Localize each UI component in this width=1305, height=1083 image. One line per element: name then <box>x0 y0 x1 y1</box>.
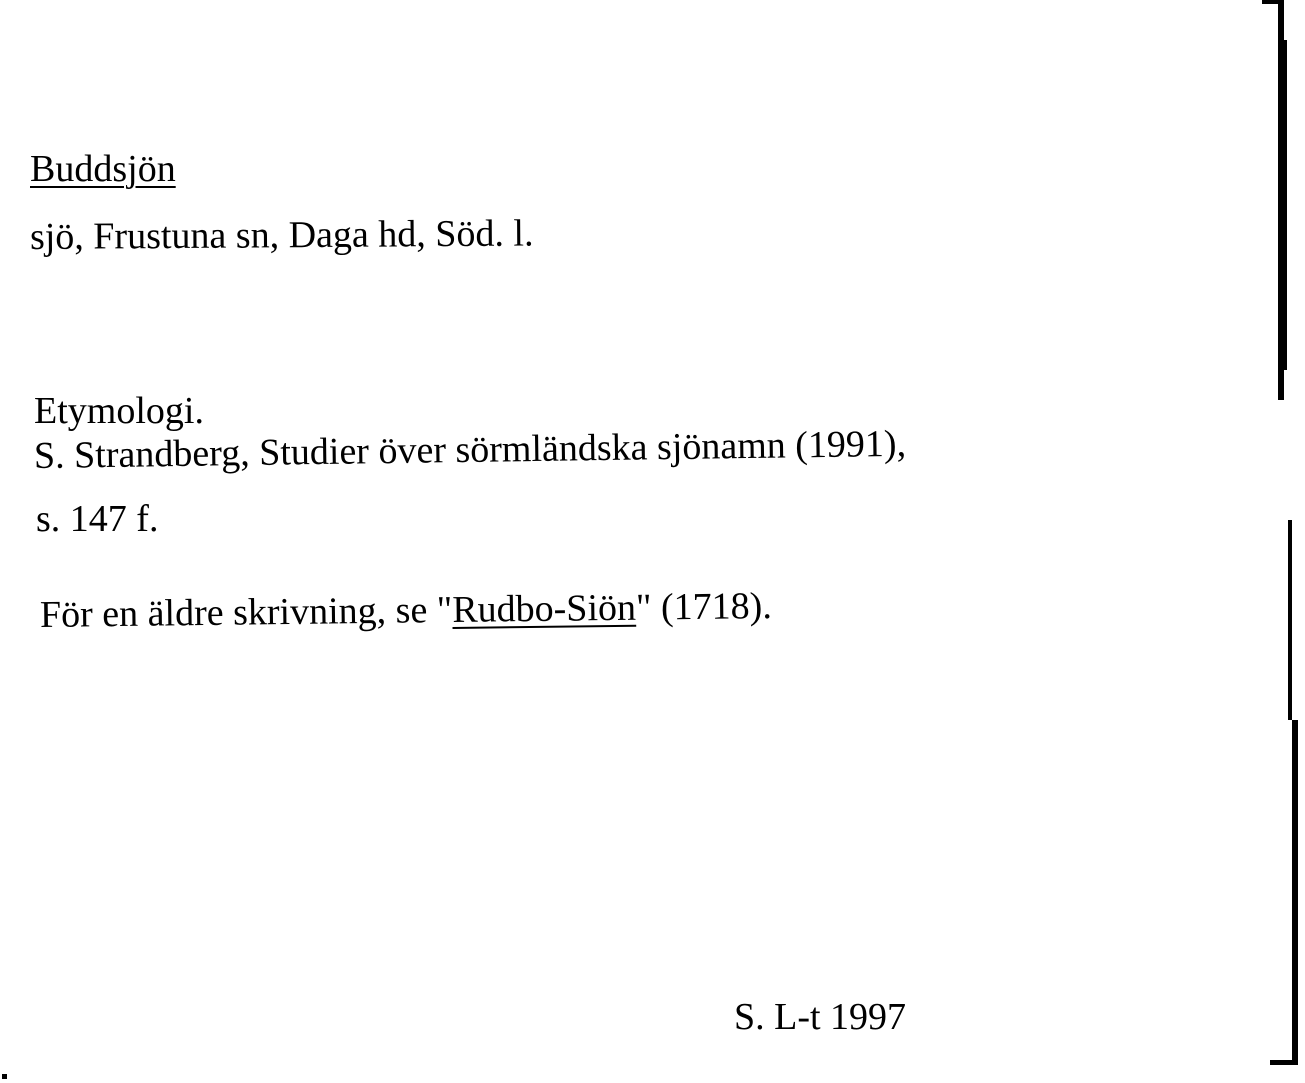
scan-corner-top-right <box>1262 0 1282 4</box>
scan-edge-top-right-inner <box>1284 40 1287 370</box>
older-spelling-line <box>40 587 772 634</box>
scan-speck-bottom-left <box>2 1074 7 1079</box>
reference-line-2: s. 147 f. <box>36 498 159 540</box>
older-spelling-name: Rudbo-Siön <box>452 586 637 631</box>
older-spelling-suffix: " (1718). <box>635 585 773 629</box>
signature: S. L-t 1997 <box>734 996 907 1038</box>
scan-corner-bottom-right <box>1270 1060 1298 1065</box>
reference-line-1: S. Strandberg, Studier över sörmländska sjönamn (1991), <box>33 422 907 477</box>
place-description: sjö, Frustuna sn, Daga hd, Söd. l. <box>29 212 534 258</box>
older-spelling-prefix: För en äldre skrivning, se " <box>39 588 453 636</box>
scan-edge-bottom-right <box>1288 520 1292 720</box>
etymology-heading: Etymologi. <box>34 390 204 432</box>
headword: Buddsjön <box>30 148 176 190</box>
scan-edge-bottom-right-outer <box>1292 720 1298 1065</box>
